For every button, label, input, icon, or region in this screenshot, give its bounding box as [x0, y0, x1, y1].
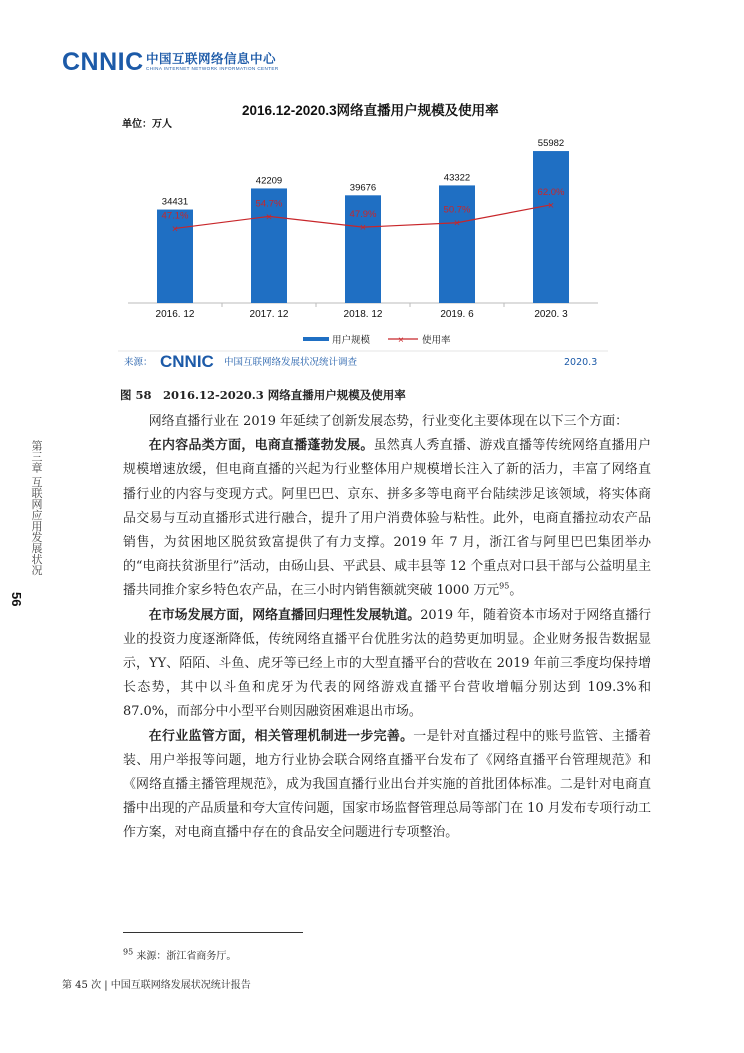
cnnic-logo: CNNIC — [62, 48, 144, 76]
rate-label-4: 62.0% — [537, 186, 565, 198]
chapter-side-label: 第三章 互联网应用发展状况 — [30, 440, 43, 576]
paragraph-market-text: 2019 年，随着资本市场对于网络直播行业的投资力度逐渐降低，传统网络直播平台优胜劣汰的趋势更加明显。企业财务报告数据显示，YY、陌陌、斗鱼、虎牙等已经上市的大型直播平台的营收在 2019 年前三季度均保持增长态势，其中以斗鱼和虎牙为代表的网络游戏直播平台营收增幅分别达到 109.3%和 87.0%，而部分中小型平台则因融资困难退出市场。 — [123, 607, 652, 720]
rate-label-2: 47.9% — [349, 209, 377, 221]
paragraph-regulation-text: 一是针对直播过程中的账号监管、主播着装、用户举报等问题，地方行业协会联合网络直播平台发布了《网络直播平台管理规范》和《网络直播主播管理规范》，成为我国直播行业出台并实施的首批团体标准。二是针对电商直播中出现的产品质量和夸大宣传问题，国家市场监督管理总局等部门在 10 月发布专项行动工作方案，对电商直播中存在的食品安全问题进行专项整治。 — [123, 728, 652, 841]
source-prefix: 来源： — [124, 357, 153, 368]
paragraph-market — [123, 604, 651, 725]
legend-marker-icon: × — [398, 335, 404, 346]
bar-4 — [533, 151, 569, 303]
figure-caption: 图 58 2016.12-2020.3 网络直播用户规模及使用率 — [120, 388, 406, 402]
line-marker-1: × — [265, 211, 273, 224]
paragraph-intro: 网络直播行业在 2019 年延续了创新发展态势，行业变化主要体现在以下三个方面： — [148, 414, 629, 429]
org-name-cn: 中国互联网络信息中心 — [146, 51, 277, 66]
bar-value-label-4: 55982 — [537, 138, 565, 150]
paragraph-content — [123, 434, 651, 603]
line-marker-2: × — [359, 222, 367, 235]
legend-label-line: 使用率 — [422, 335, 451, 346]
paragraph-regulation-heading: 在行业监管方面，相关管理机制进一步完善。 — [148, 728, 414, 744]
line-marker-0: × — [171, 223, 179, 236]
body-text — [123, 410, 651, 846]
bar-value-label-0: 34431 — [161, 196, 189, 208]
x-tick-label-0: 2016. 12 — [155, 309, 195, 320]
x-tick-label-3: 2019. 6 — [440, 309, 474, 320]
rate-label-0: 47.1% — [161, 210, 189, 222]
paragraph-regulation — [123, 725, 651, 846]
source-logo: CNNIC — [160, 352, 214, 371]
chart — [118, 95, 608, 375]
rate-label-3: 50.7% — [443, 204, 471, 216]
chart-unit-label: 单位：万人 — [122, 119, 172, 130]
chart-title: 2016.12-2020.3网络直播用户规模及使用率 — [242, 103, 499, 118]
legend-swatch-bar — [303, 337, 329, 341]
page-footer: 第 45 次 | 中国互联网络发展状况统计报告 — [62, 980, 251, 991]
bar-3 — [439, 185, 475, 303]
x-tick-label-4: 2020. 3 — [534, 309, 568, 320]
paragraph-content-end: 。 — [509, 583, 523, 599]
paragraph-content-text: 虽然真人秀直播、游戏直播等传统网络直播用户规模增速放缓，但电商直播的兴起为行业整体用户规模增长注入了新的活力，丰富了网络直播行业的内容与变现方式。阿里巴巴、京东、拼多多等电商平台陆续涉足该领域，将实体商品交易与互动直播形式进行融合，提升了用户消费体验与粘性。此外，电商直播拉动农产品销售，为贫困地区脱贫致富提供了有力支撑。2019 年 7 月，浙江省与阿里巴巴集团举办的“电商扶贫浙里行”活动，由砀山县、平武县、咸丰县等 12 个重点对口县干部与公益明星主播共同推介家乡特色农产品，在三小时内销售额就突破 1000 万元 — [123, 438, 652, 599]
paragraph-content-heading: 在内容品类方面，电商直播蓬勃发展。 — [148, 438, 374, 454]
org-name-en: CHINA INTERNET NETWORK INFORMATION CENTER — [146, 66, 279, 71]
line-marker-3: × — [453, 217, 461, 230]
bar-value-label-3: 43322 — [443, 172, 471, 184]
rate-label-1: 54.7% — [255, 198, 283, 210]
line-marker-4: × — [547, 199, 555, 212]
footnote-ref: 95 — [499, 582, 510, 592]
source-text: 中国互联网络发展状况统计调查 — [224, 357, 358, 368]
footnote-mark: 95 — [123, 947, 134, 957]
bar-value-label-1: 42209 — [255, 175, 283, 187]
bar-value-label-2: 39676 — [349, 182, 377, 194]
side-page-number: 56 — [9, 592, 24, 607]
paragraph-market-heading: 在市场发展方面，网络直播回归理性发展轨道。 — [148, 607, 421, 623]
x-tick-label-2: 2018. 12 — [343, 309, 383, 320]
footnote-divider — [123, 932, 303, 933]
source-date: 2020.3 — [564, 357, 598, 368]
legend-label-bar: 用户规模 — [332, 335, 371, 346]
footnote-text: 来源：浙江省商务厅。 — [133, 951, 237, 962]
x-tick-label-1: 2017. 12 — [249, 309, 289, 320]
footnote — [123, 947, 236, 962]
